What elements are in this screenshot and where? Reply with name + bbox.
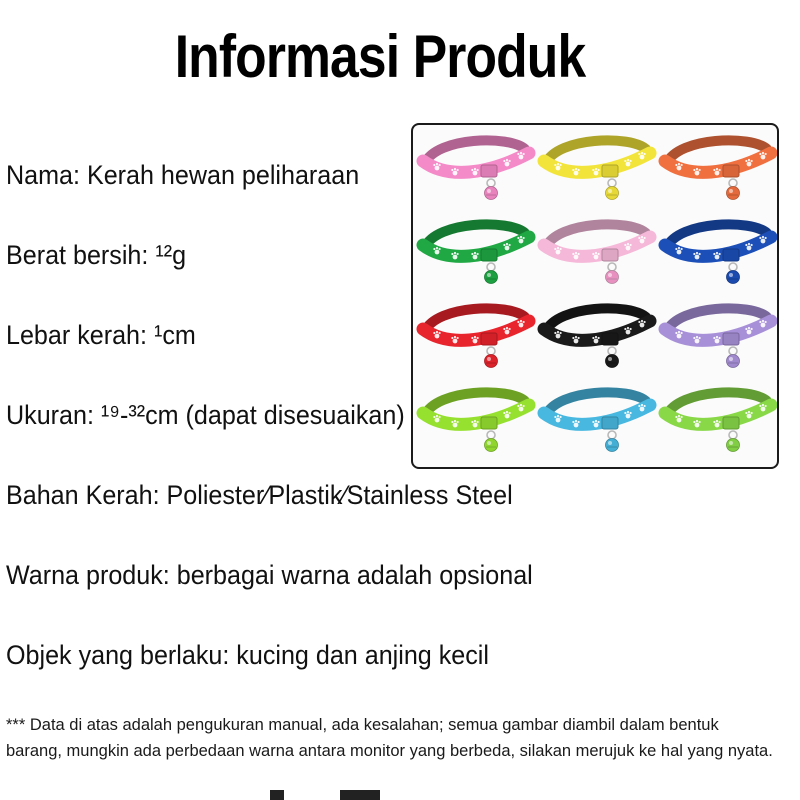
bell-icon	[485, 355, 498, 368]
spec-value: Kerah hewan peliharaan	[79, 160, 360, 190]
spec-label: Warna produk:	[6, 560, 170, 590]
bell-icon	[727, 439, 740, 452]
d-ring	[729, 263, 737, 271]
spec-applicable-object	[6, 640, 489, 670]
buckle	[481, 165, 497, 177]
cutoff-mark	[340, 790, 380, 800]
spec-label: Bahan Kerah:	[6, 480, 160, 510]
cutoff-mark	[270, 790, 284, 800]
d-ring	[729, 431, 737, 439]
collar-item	[665, 224, 771, 283]
bell-icon	[485, 439, 498, 452]
d-ring	[729, 347, 737, 355]
spec-value: kucing dan anjing kecil	[229, 640, 489, 670]
bell-icon	[606, 271, 619, 284]
spec-material	[6, 480, 513, 510]
bell-icon	[606, 355, 619, 368]
buckle	[723, 417, 739, 429]
spec-collar-width	[6, 320, 196, 350]
buckle	[602, 417, 618, 429]
buckle	[723, 165, 739, 177]
bell-icon	[485, 187, 498, 200]
d-ring	[487, 347, 495, 355]
spec-label: Berat bersih:	[6, 240, 149, 270]
d-ring	[608, 431, 616, 439]
collar-grid	[413, 125, 777, 467]
buckle	[723, 249, 739, 261]
bell-icon	[727, 187, 740, 200]
spec-value: ¹⁹-³²cm (dapat disesuaikan)	[93, 400, 405, 430]
spec-label: Lebar kerah:	[6, 320, 147, 350]
collar-item	[423, 140, 529, 199]
spec-value: ¹cm	[146, 320, 196, 350]
collar-item	[423, 308, 529, 367]
collar-item	[665, 392, 771, 451]
buckle	[602, 249, 618, 261]
collar-item	[423, 224, 529, 283]
d-ring	[608, 179, 616, 187]
collar-item	[544, 308, 650, 367]
disclaimer-line: *** Data di atas adalah pengukuran manual, ada kesalahan; semua gambar diambil dalam bentuk	[6, 716, 719, 734]
collar-item	[544, 140, 650, 199]
disclaimer-line: barang, mungkin ada perbedaan warna antara monitor yang berbeda, silakan merujuk ke hal yang nyata.	[6, 742, 773, 760]
d-ring	[487, 263, 495, 271]
disclaimer	[6, 712, 796, 764]
spec-size	[6, 400, 405, 430]
bell-icon	[727, 271, 740, 284]
bell-icon	[606, 439, 619, 452]
spec-net-weight	[6, 240, 186, 270]
page-title: Informasi Produk	[174, 23, 586, 90]
collar-item	[423, 392, 529, 451]
product-image	[411, 123, 779, 469]
buckle	[481, 417, 497, 429]
collar-item	[665, 140, 771, 199]
collar-item	[665, 308, 771, 367]
buckle	[723, 333, 739, 345]
d-ring	[487, 431, 495, 439]
collar-item	[544, 392, 650, 451]
spec-name	[6, 160, 359, 190]
spec-value: Poliester⁄Plastik⁄Stainless Steel	[159, 480, 513, 510]
d-ring	[608, 347, 616, 355]
spec-label: Ukuran:	[6, 400, 94, 430]
bell-icon	[485, 271, 498, 284]
spec-value: ¹²g	[148, 240, 187, 270]
d-ring	[729, 179, 737, 187]
d-ring	[608, 263, 616, 271]
spec-color	[6, 560, 533, 590]
bell-icon	[727, 355, 740, 368]
buckle	[481, 249, 497, 261]
buckle	[602, 333, 618, 345]
spec-value: berbagai warna adalah opsional	[169, 560, 533, 590]
buckle	[481, 333, 497, 345]
spec-label: Nama:	[6, 160, 80, 190]
bell-icon	[606, 187, 619, 200]
spec-label: Objek yang berlaku:	[6, 640, 230, 670]
d-ring	[487, 179, 495, 187]
collar-item	[544, 224, 650, 283]
buckle	[602, 165, 618, 177]
